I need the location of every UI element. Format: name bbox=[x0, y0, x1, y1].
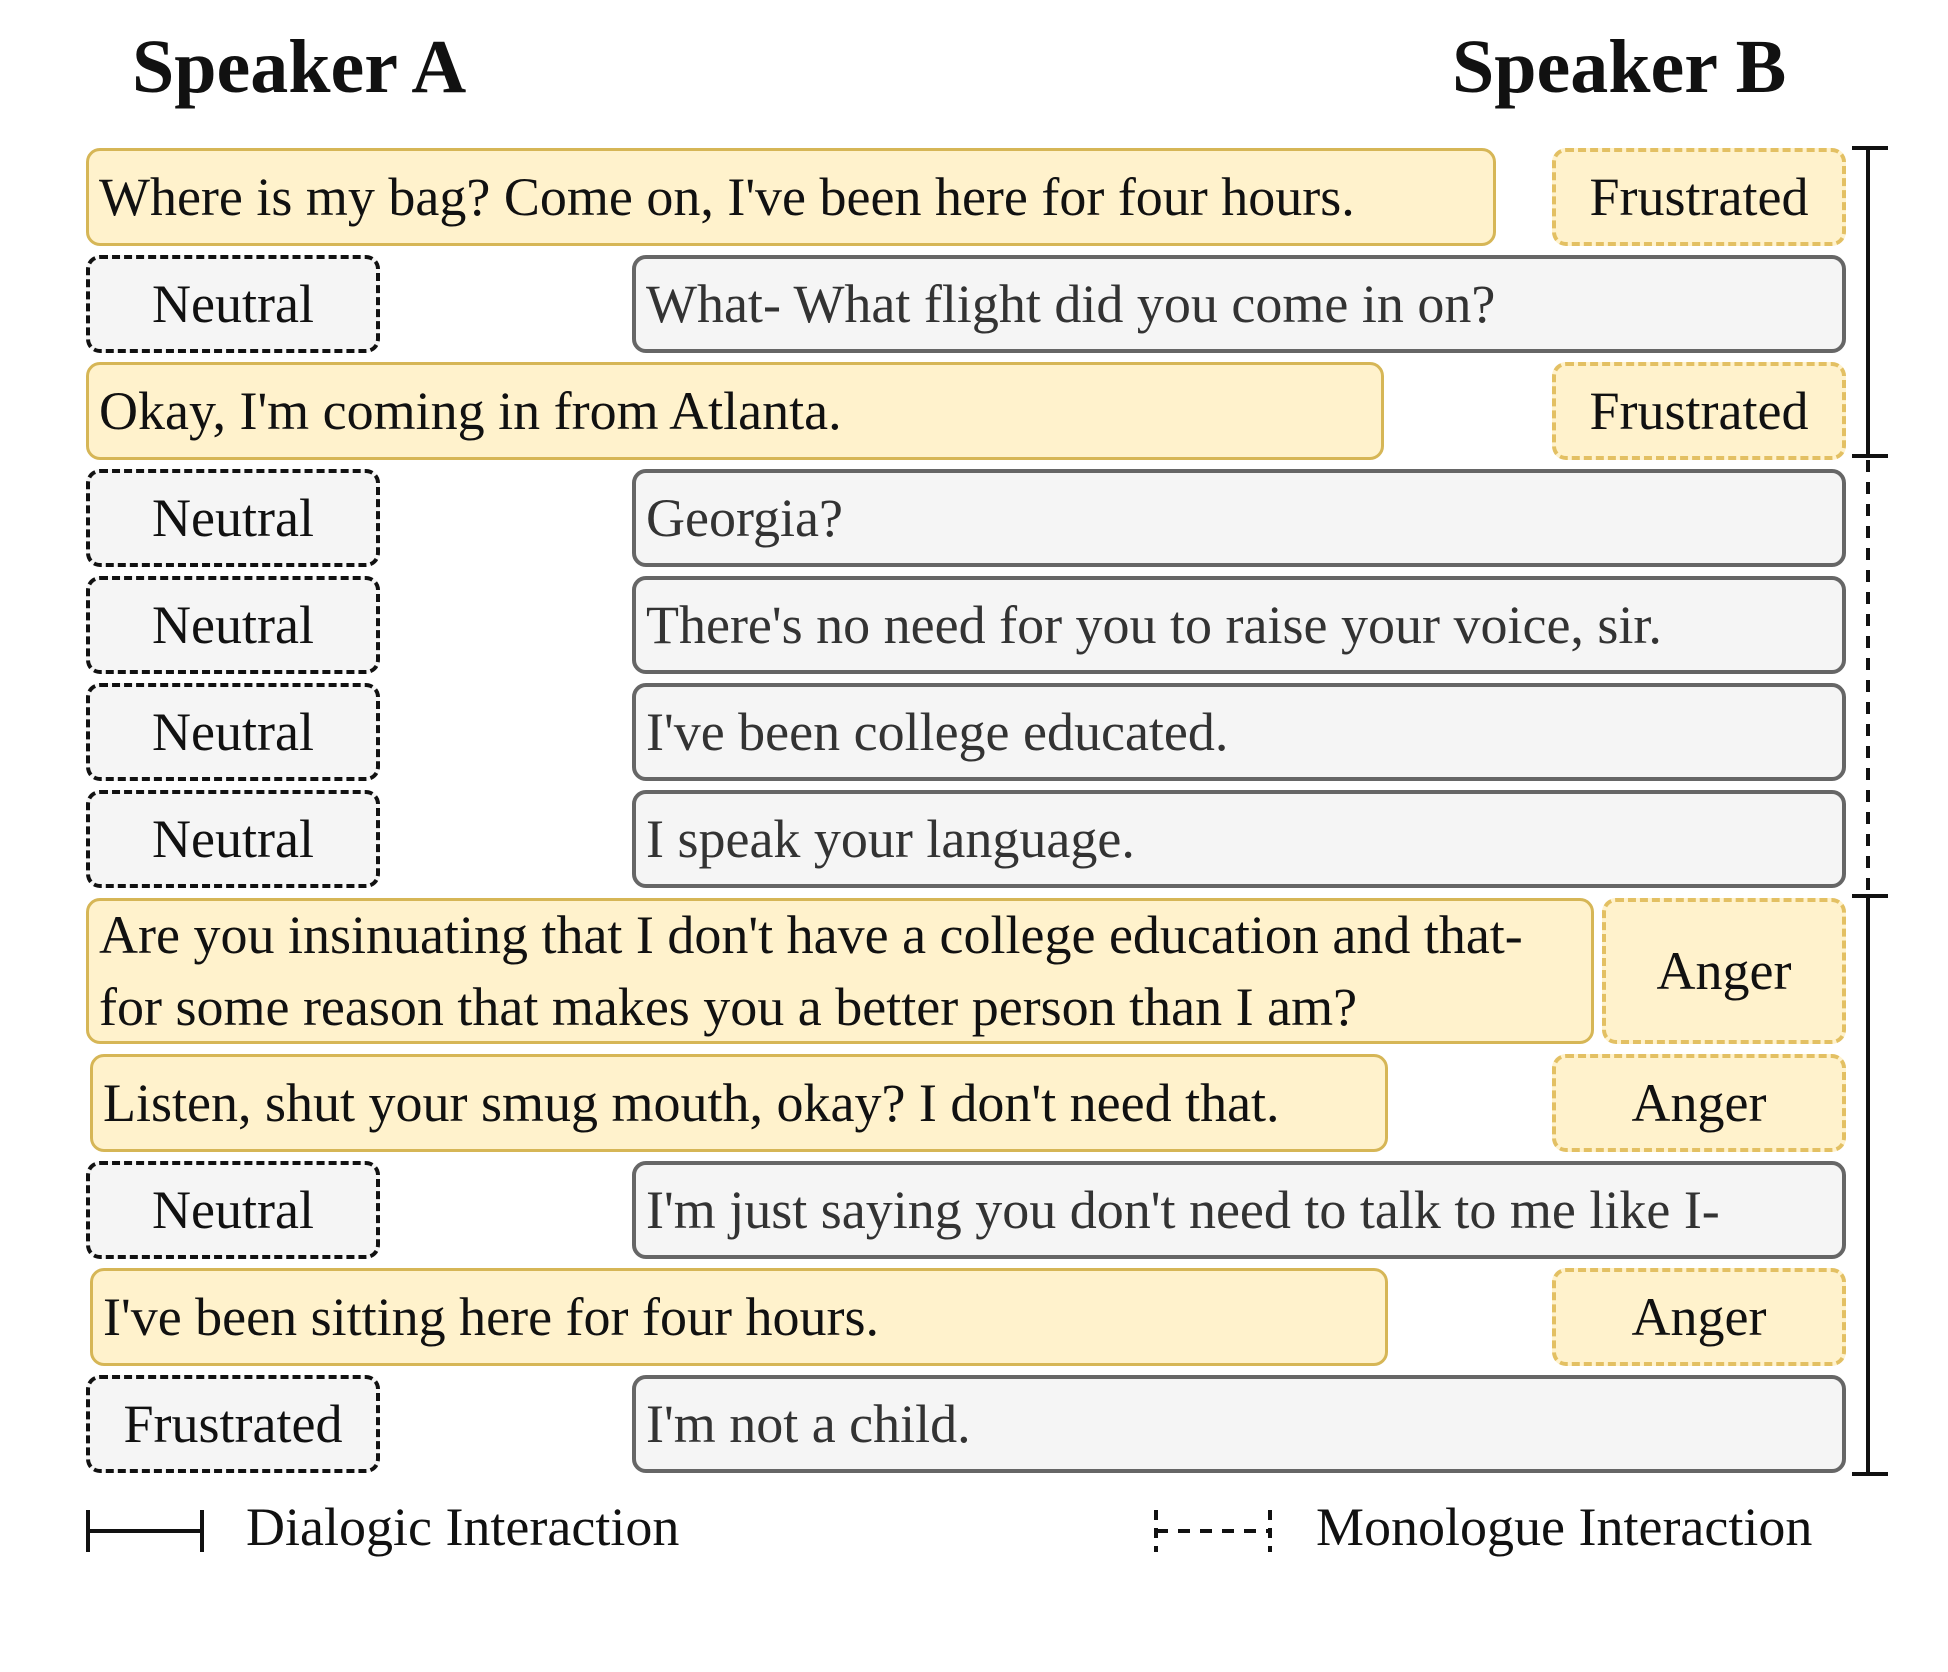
emotion-label: Frustrated bbox=[86, 1375, 380, 1473]
utterance-speaker-b: I've been college educated. bbox=[632, 683, 1846, 781]
utterance-speaker-a: Listen, shut your smug mouth, okay? I don't need that. bbox=[90, 1054, 1388, 1152]
emotion-label: Neutral bbox=[86, 576, 380, 674]
emotion-label: Neutral bbox=[86, 1161, 380, 1259]
utterance-speaker-a: I've been sitting here for four hours. bbox=[90, 1268, 1388, 1366]
utterance-speaker-b: There's no need for you to raise your voice, sir. bbox=[632, 576, 1846, 674]
monologue-legend-icon bbox=[1152, 1506, 1278, 1556]
utterance-speaker-b: Georgia? bbox=[632, 469, 1846, 567]
utterance-speaker-b: I'm not a child. bbox=[632, 1375, 1846, 1473]
emotion-label: Frustrated bbox=[1552, 362, 1846, 460]
emotion-label: Neutral bbox=[86, 255, 380, 353]
utterance-speaker-b: I'm just saying you don't need to talk to me like I- bbox=[632, 1161, 1846, 1259]
utterance-speaker-a: Okay, I'm coming in from Atlanta. bbox=[86, 362, 1384, 460]
emotion-label: Neutral bbox=[86, 469, 380, 567]
utterance-speaker-a: Are you insinuating that I don't have a college education and that- for some reason that makes you a better person than I am? bbox=[86, 898, 1594, 1044]
emotion-label: Neutral bbox=[86, 790, 380, 888]
monologue-legend-label: Monologue Interaction bbox=[1316, 1497, 1813, 1557]
emotion-label: Neutral bbox=[86, 683, 380, 781]
emotion-label: Anger bbox=[1602, 898, 1846, 1044]
speaker-a-header: Speaker A bbox=[132, 25, 467, 109]
dialogic-interaction-bracket bbox=[1848, 146, 1888, 458]
emotion-label: Anger bbox=[1552, 1268, 1846, 1366]
dialogic-legend-icon bbox=[84, 1506, 210, 1556]
utterance-speaker-a: Where is my bag? Come on, I've been here for four hours. bbox=[86, 148, 1496, 246]
emotion-label: Anger bbox=[1552, 1054, 1846, 1152]
utterance-speaker-b: What- What flight did you come in on? bbox=[632, 255, 1846, 353]
speaker-b-header: Speaker B bbox=[1452, 25, 1787, 109]
emotion-label: Frustrated bbox=[1552, 148, 1846, 246]
monologue-interaction-bracket bbox=[1848, 456, 1888, 896]
dialogic-interaction-bracket bbox=[1848, 894, 1888, 1476]
utterance-speaker-b: I speak your language. bbox=[632, 790, 1846, 888]
dialogic-legend-label: Dialogic Interaction bbox=[246, 1497, 680, 1557]
